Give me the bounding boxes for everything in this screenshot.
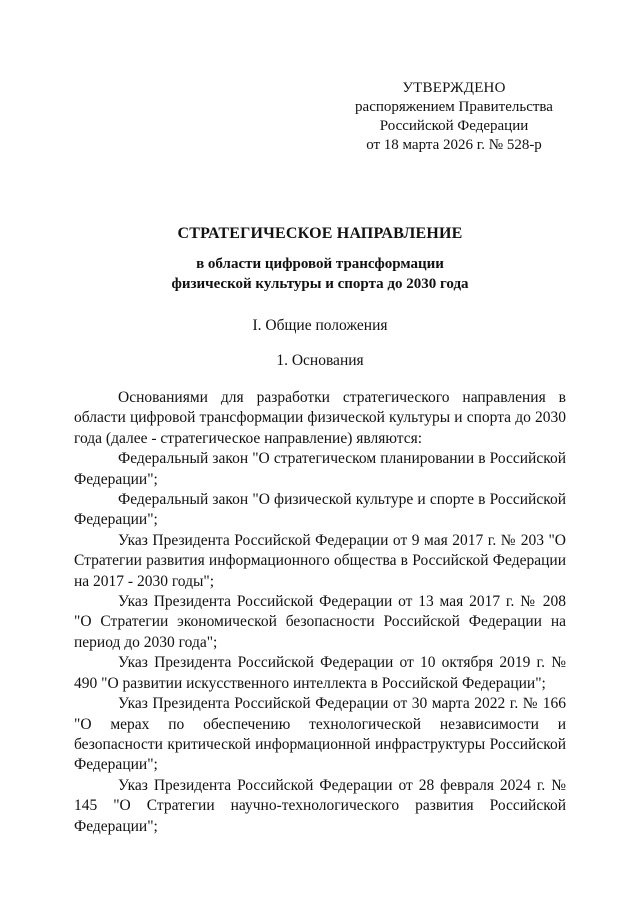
paragraph: Указ Президента Российской Федерации от 10 октября 2019 г. № 490 "О развитии искусственного интеллекта в Российской Федерации"; [74,654,566,692]
paragraph: Указ Президента Российской Федерации от 13 мая 2017 г. № 208 "О Стратегии экономической безопасности Российской Федерации на период до 2030 года"; [74,593,566,651]
paragraph: Федеральный закон "О стратегическом планировании в Российской Федерации"; [74,450,566,488]
section-heading: I. Общие положения [252,317,388,334]
paragraph: Федеральный закон "О физической культуре и спорте в Российской Федерации"; [74,491,566,529]
paragraph: Указ Президента Российской Федерации от 9 мая 2017 г. № 203 "О Стратегии развития информационного общества в Российской Федерации на 2017 - 2030 годы"; [74,531,566,590]
approval-line-3: от 18 марта 2026 г. № 528-р [366,137,542,153]
document-subtitle-line-2: физической культуры и спорта до 2030 года [171,276,469,292]
approval-line-1: распоряжением Правительства [355,99,553,115]
document-subtitle-line-1: в области цифровой трансформации [196,256,444,272]
paragraph: Основаниями для разработки стратегического направления в области цифровой трансформации физической культуры и спорта до 2030 года (далее - стратегическое направление) являются: [74,389,566,447]
approval-stamp [336,79,572,155]
approval-title: УТВЕРЖДЕНО [402,80,506,96]
approval-line-2: Российской Федерации [379,118,529,134]
document-title-block [70,224,570,294]
paragraph: Указ Президента Российской Федерации от 30 марта 2022 г. № 166 "О мерах по обеспечению технологической независимости и безопасности критической информационной инфраструктуры Российской Федерации"; [74,695,566,774]
document-title: СТРАТЕГИЧЕСКОЕ НАПРАВЛЕНИЕ [177,225,463,242]
document-body [74,388,566,837]
document-subtitle [70,254,570,294]
section-subheading: 1. Основания [276,352,364,369]
paragraph: Указ Президента Российской Федерации от 28 февраля 2024 г. № 145 "О Стратегии научно-технологического развития Российской Федерации"; [74,776,566,835]
